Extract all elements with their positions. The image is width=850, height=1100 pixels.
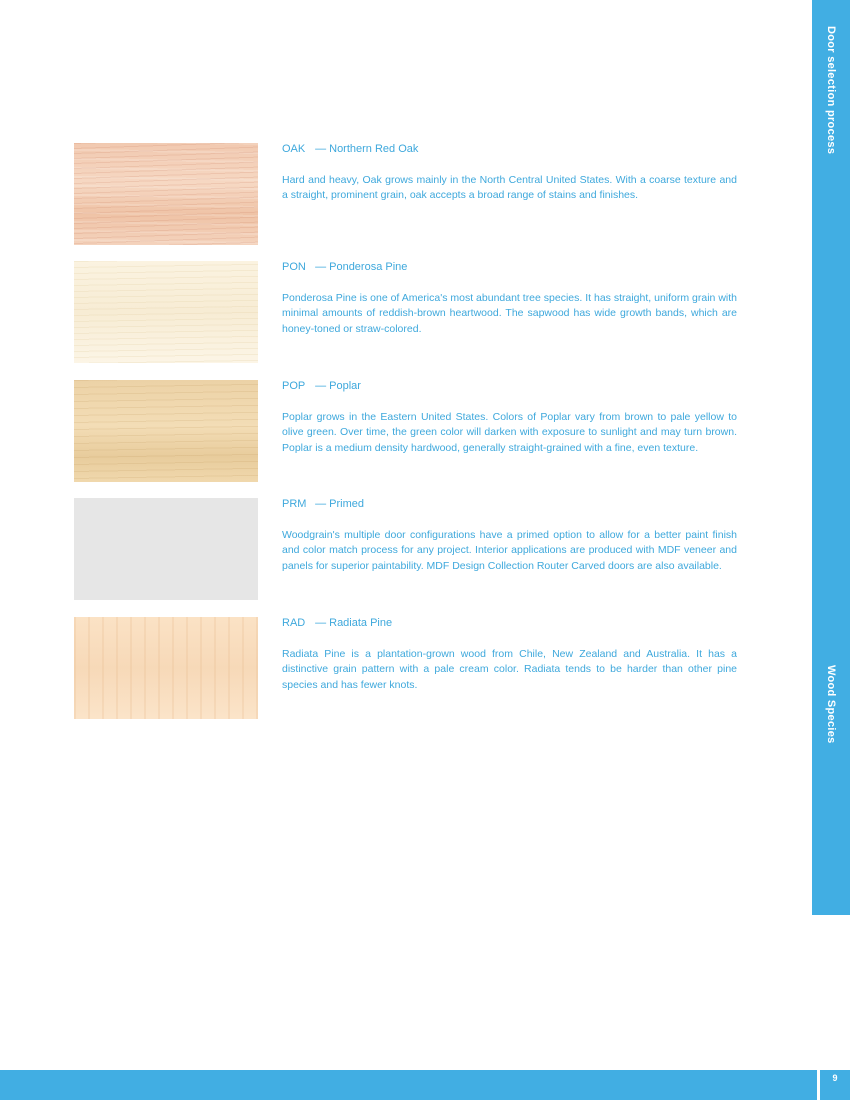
species-description: Ponderosa Pine is one of America's most abundant tree species. It has straight, uniform grain with minimal amounts of reddish-brown heartwood. The sapwood has wide growth bands, which are honey-toned or straw-colored.: [282, 292, 737, 335]
page-number-box: [820, 1070, 850, 1100]
species-name: — Radiata Pine: [315, 617, 393, 629]
species-heading: [282, 260, 737, 274]
species-description: Radiata Pine is a plantation-grown wood from Chile, New Zealand and Australia. It has a distinctive grain pattern with a pale cream color. Radiata tends to be harder than other pine species and has fewer knots.: [282, 648, 737, 691]
species-name: — Primed: [315, 498, 364, 510]
species-code: OAK: [282, 143, 306, 155]
species-heading: [282, 497, 737, 511]
species-entry-rad: [282, 616, 737, 693]
primed-swatch: [74, 498, 258, 600]
species-description: Poplar grows in the Eastern United States. Colors of Poplar vary from brown to pale yellow to olive green. Over time, the green color will darken with exposure to sunlight and may turn brown. Poplar is a medium density hardwood, generally straight-grained with a fine, even texture.: [282, 411, 737, 454]
species-name: — Ponderosa Pine: [315, 261, 408, 273]
species-heading: [282, 379, 737, 393]
species-code: POP: [282, 380, 306, 392]
species-code: RAD: [282, 617, 306, 629]
species-name: — Northern Red Oak: [315, 143, 419, 155]
species-description: Woodgrain's multiple door configurations have a primed option to allow for a better paint finish and color match process for any project. Interior applications are produced with MDF veneer and panels for superior paintability. MDF Design Collection Router Carved doors are also available.: [282, 529, 737, 572]
species-entry-oak: [282, 142, 737, 204]
oak-wood-swatch: [74, 143, 258, 245]
poplar-wood-swatch: [74, 380, 258, 482]
side-tab-chapter-label: Wood Species: [825, 665, 837, 744]
species-entry-pop: [282, 379, 737, 456]
species-name: — Poplar: [315, 380, 361, 392]
ponderosa-pine-wood-swatch: [74, 261, 258, 363]
species-heading: [282, 616, 737, 630]
species-entry-pon: [282, 260, 737, 337]
species-code: PRM: [282, 498, 307, 510]
radiata-pine-wood-swatch: [74, 617, 258, 719]
species-description: Hard and heavy, Oak grows mainly in the North Central United States. With a coarse texture and a straight, prominent grain, oak accepts a broad range of stains and finishes.: [282, 174, 737, 202]
species-code: PON: [282, 261, 306, 273]
page-number: 9: [832, 1073, 838, 1083]
species-entry-prm: [282, 497, 737, 574]
species-heading: [282, 142, 737, 156]
footer-bar: [0, 1070, 817, 1100]
side-tab-section-label: Door selection process: [825, 26, 837, 155]
